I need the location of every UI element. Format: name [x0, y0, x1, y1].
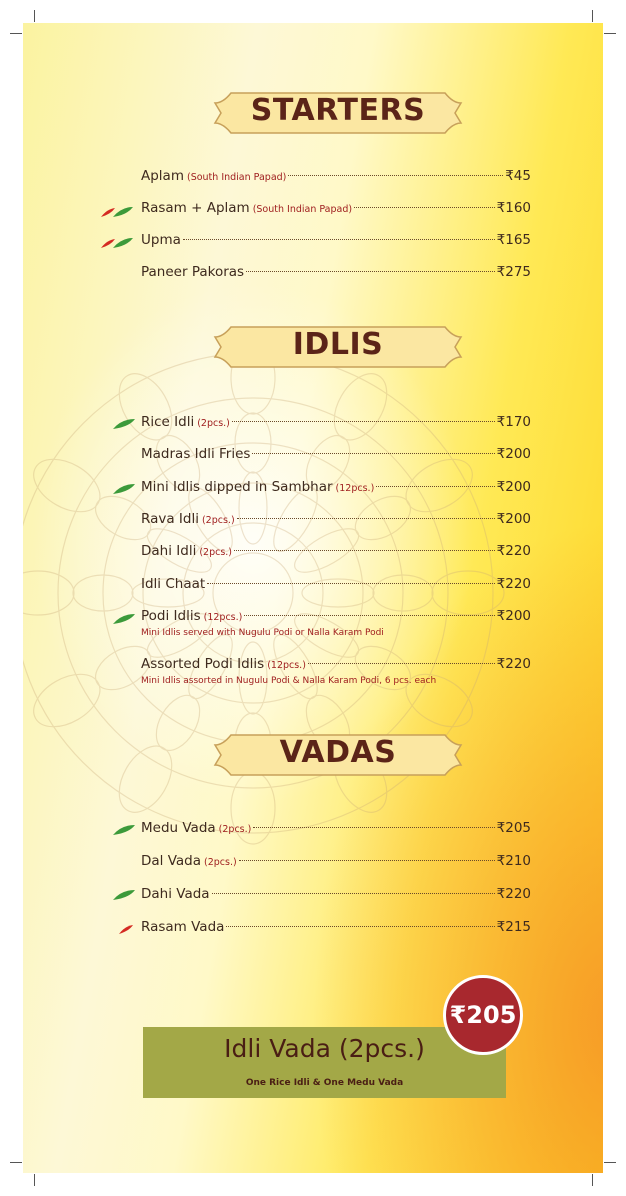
combo-title: Idli Vada (2pcs.): [224, 1034, 425, 1063]
item-name: Rava Idli: [141, 511, 199, 527]
item-price: ₹165: [496, 232, 531, 248]
menu-item: [141, 656, 531, 678]
item-name: Rasam + Aplam: [141, 200, 250, 216]
item-price: ₹160: [496, 200, 531, 216]
section-title-starters: STARTERS: [250, 93, 426, 128]
item-note: (12pcs.): [267, 660, 306, 671]
crop-mark: [34, 10, 35, 22]
leader-dots: [246, 271, 495, 272]
item-note: (South Indian Papad): [252, 204, 353, 215]
section-title-idlis: IDLIS: [292, 327, 384, 362]
menu-item: [141, 264, 531, 286]
item-note: (2pcs.): [197, 418, 230, 429]
leader-dots: [288, 175, 503, 176]
menu-item: [141, 919, 531, 941]
item-note: (2pcs.): [204, 857, 237, 868]
item-price: ₹170: [496, 414, 531, 430]
item-price: ₹220: [496, 576, 531, 592]
item-name: Medu Vada: [141, 820, 216, 836]
menu-item: [141, 200, 531, 222]
section-banner-starters: [213, 89, 463, 137]
leader-dots: [308, 663, 495, 664]
menu-item: [141, 543, 531, 565]
item-name: Upma: [141, 232, 181, 248]
crop-mark: [604, 1162, 616, 1163]
item-name: Dahi Idli: [141, 543, 197, 559]
item-name: Dal Vada: [141, 853, 202, 869]
item-price: ₹275: [496, 264, 531, 280]
menu-item: [141, 232, 531, 254]
leader-dots: [232, 421, 495, 422]
item-price: ₹210: [496, 853, 531, 869]
item-price: ₹200: [496, 608, 531, 624]
menu-item: [141, 886, 531, 908]
item-name: Madras Idli Fries: [141, 446, 251, 462]
menu-item: [141, 820, 531, 842]
item-price: ₹220: [496, 543, 531, 559]
section-title-vadas: VADAS: [279, 735, 397, 770]
menu-item: [141, 576, 531, 598]
combo-price-badge: ₹205: [443, 975, 523, 1055]
leader-dots: [244, 615, 494, 616]
leader-dots: [354, 207, 495, 208]
item-note: (12pcs.): [335, 483, 375, 494]
item-price: ₹220: [496, 656, 531, 672]
item-note: (12pcs.): [203, 612, 243, 623]
item-price: ₹205: [496, 820, 531, 836]
leader-dots: [183, 239, 495, 240]
menu-item: [141, 853, 531, 875]
menu-item: [141, 608, 531, 630]
item-description: Mini Idlis assorted in Nugulu Podi & Nalla Karam Podi, 6 pcs. each: [141, 676, 437, 686]
menu-item: [141, 414, 531, 436]
item-name: Assorted Podi Idlis: [141, 656, 265, 672]
crop-mark: [592, 10, 593, 22]
chilli-icon: [99, 205, 139, 219]
menu-item: [141, 168, 531, 190]
crop-mark: [592, 1174, 593, 1186]
section-banner-idlis: [213, 323, 463, 371]
item-price: ₹215: [496, 919, 531, 935]
menu-item: [141, 479, 531, 501]
leader-dots: [239, 860, 495, 861]
item-name: Dahi Vada: [141, 886, 210, 902]
item-note: (2pcs.): [201, 515, 235, 526]
item-description: Mini Idlis served with Nugulu Podi or Nalla Karam Podi: [141, 628, 384, 638]
item-name: Rasam Vada: [141, 919, 225, 935]
item-price: ₹200: [496, 479, 531, 495]
item-price: ₹45: [505, 168, 531, 184]
chilli-icon: [99, 236, 139, 250]
item-price: ₹200: [496, 446, 531, 462]
leader-dots: [207, 583, 494, 584]
item-price: ₹220: [496, 886, 531, 902]
crop-mark: [604, 33, 616, 34]
leader-dots: [226, 926, 494, 927]
item-name: Idli Chaat: [141, 576, 206, 592]
menu-item: [141, 446, 531, 468]
item-name: Rice Idli: [141, 414, 195, 430]
item-note: (2pcs.): [218, 824, 252, 835]
item-note: (2pcs.): [199, 547, 233, 558]
item-name: Mini Idlis dipped in Sambhar: [141, 479, 333, 495]
crop-mark: [10, 1162, 22, 1163]
item-name: Podi Idlis: [141, 608, 201, 624]
leader-dots: [212, 893, 495, 894]
leader-dots: [234, 550, 495, 551]
menu-item: [141, 511, 531, 533]
item-note: (South Indian Papad): [186, 172, 287, 183]
item-price: ₹200: [496, 511, 531, 527]
leader-dots: [376, 486, 494, 487]
menu-page: [23, 23, 603, 1173]
crop-mark: [34, 1174, 35, 1186]
crop-mark: [10, 33, 22, 34]
leader-dots: [253, 827, 494, 828]
item-name: Aplam: [141, 168, 184, 184]
item-name: Paneer Pakoras: [141, 264, 245, 280]
section-banner-vadas: [213, 731, 463, 779]
leader-dots: [237, 518, 495, 519]
leader-dots: [252, 453, 494, 454]
combo-subtitle: One Rice Idli & One Medu Vada: [245, 1078, 404, 1088]
